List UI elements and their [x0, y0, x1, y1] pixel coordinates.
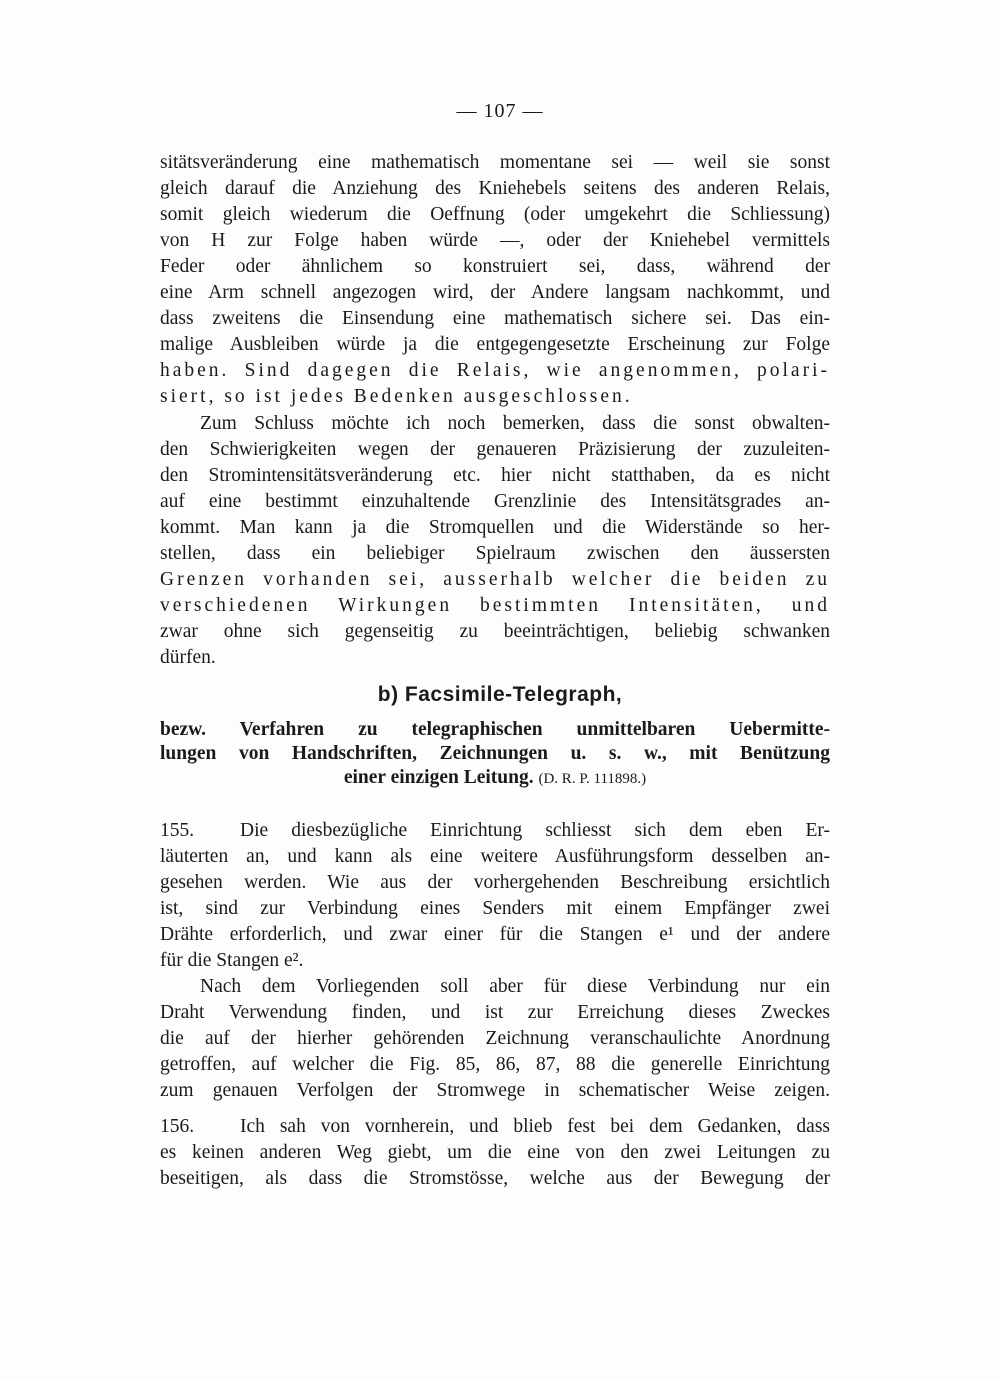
text-line: Nach dem Vorliegenden soll aber für diese Verbindung nur ein — [200, 976, 830, 997]
text-line: somit gleich wiederum die Oeffnung (oder umgekehrt die Schliessung) — [160, 204, 830, 225]
text-line: siert, so ist jedes Bedenken ausgeschlossen. — [160, 386, 633, 407]
section-title: b) Facsimile-Telegraph, — [377, 683, 623, 706]
text-line: den Stromintensitätsveränderung etc. hier nicht statthaben, da es nicht — [160, 465, 830, 486]
text-line: von H zur Folge haben würde —, oder der Kniehebel vermittels — [160, 230, 830, 251]
text-line: Drähte erforderlich, und zwar einer für die Stangen e¹ und der andere — [160, 924, 830, 945]
paragraph-number: 156. — [160, 1116, 195, 1137]
text-line: es keinen anderen Weg giebt, um die eine von den zwei Leitungen zu — [160, 1142, 830, 1163]
subtitle-line: lungen von Handschriften, Zeichnungen u. s. w., mit Benützung — [160, 743, 830, 764]
text-line: kommt. Man kann ja die Stromquellen und die Widerstände so her- — [160, 517, 830, 538]
text-line — [160, 1114, 830, 1140]
text-line: verschiedenen Wirkungen bestimmten Intensitäten, und — [160, 595, 830, 616]
text-line: Feder oder ähnlichem so konstruiert sei, dass, während der — [160, 256, 830, 277]
text-line: stellen, dass ein beliebiger Spielraum zwischen den äussersten — [160, 543, 830, 564]
paragraph-number: 155. — [160, 820, 195, 841]
text-span: Ich sah von vornherein, und blieb fest bei dem Gedanken, dass — [240, 1116, 830, 1137]
text-line: läuterten an, und kann als eine weitere Ausführungsform desselben an- — [160, 846, 830, 867]
text-line: für die Stangen e². — [160, 950, 304, 971]
text-line: eine Arm schnell angezogen wird, der Andere langsam nachkommt, und — [160, 282, 830, 303]
text-line: malige Ausbleiben würde ja die entgegengesetzte Erscheinung zur Folge — [160, 334, 830, 355]
text-line: zwar ohne sich gegenseitig zu beeinträchtigen, beliebig schwanken — [160, 621, 830, 642]
paragraph-156 — [160, 1114, 830, 1192]
text-line: getroffen, auf welcher die Fig. 85, 86, 87, 88 die generelle Einrichtung — [160, 1054, 830, 1075]
subtitle-line-last — [160, 766, 830, 791]
patent-reference: (D. R. P. 111898.) — [538, 771, 647, 787]
text-line: die auf der hierher gehörenden Zeichnung veranschaulichte Anordnung — [160, 1028, 830, 1049]
text-line: den Schwierigkeiten wegen der genaueren Präzisierung der zuzuleiten- — [160, 439, 830, 460]
text-line: dass zweitens die Einsendung eine mathematisch sichere sei. Das ein- — [160, 308, 830, 329]
text-line: Draht Verwendung finden, und ist zur Erreichung dieses Zweckes — [160, 1002, 830, 1023]
text-span: Die diesbezügliche Einrichtung schliesst sich dem eben Er- — [240, 820, 830, 841]
text-line: ist, sind zur Verbindung eines Senders mit einem Empfänger zwei — [160, 898, 830, 919]
text-line: gleich darauf die Anziehung des Kniehebels seitens des anderen Relais, — [160, 178, 830, 199]
text-line: gesehen werden. Wie aus der vorhergehenden Beschreibung ersichtlich — [160, 872, 830, 893]
text-line: zum genauen Verfolgen der Stromwege in schematischer Weise zeigen. — [160, 1080, 830, 1101]
paragraph-155 — [160, 818, 830, 974]
page-number: — 107 — — [456, 100, 544, 122]
text-line: Zum Schluss möchte ich noch bemerken, dass die sonst obwalten- — [200, 413, 830, 434]
section-subtitle — [160, 718, 830, 791]
text-line — [160, 818, 830, 844]
paragraph-conclusion — [160, 411, 830, 671]
text-line: dürfen. — [160, 647, 216, 668]
subtitle-line: bezw. Verfahren zu telegraphischen unmittelbaren Uebermitte- — [160, 719, 830, 740]
text-line: haben. Sind dagegen die Relais, wie angenommen, polari- — [160, 360, 830, 381]
text-line: Grenzen vorhanden sei, ausserhalb welcher die beiden zu — [160, 569, 830, 590]
paragraph-continued — [160, 150, 830, 410]
subtitle-text: einer einzigen Leitung. — [343, 767, 534, 788]
text-line: auf eine bestimmt einzuhaltende Grenzlinie des Intensitätsgrades an- — [160, 491, 830, 512]
text-line: beseitigen, als dass die Stromstösse, welche aus der Bewegung der — [160, 1168, 830, 1189]
paragraph-continued-155 — [160, 974, 830, 1104]
text-line: sitätsveränderung eine mathematisch momentane sei — weil sie sonst — [160, 152, 830, 173]
